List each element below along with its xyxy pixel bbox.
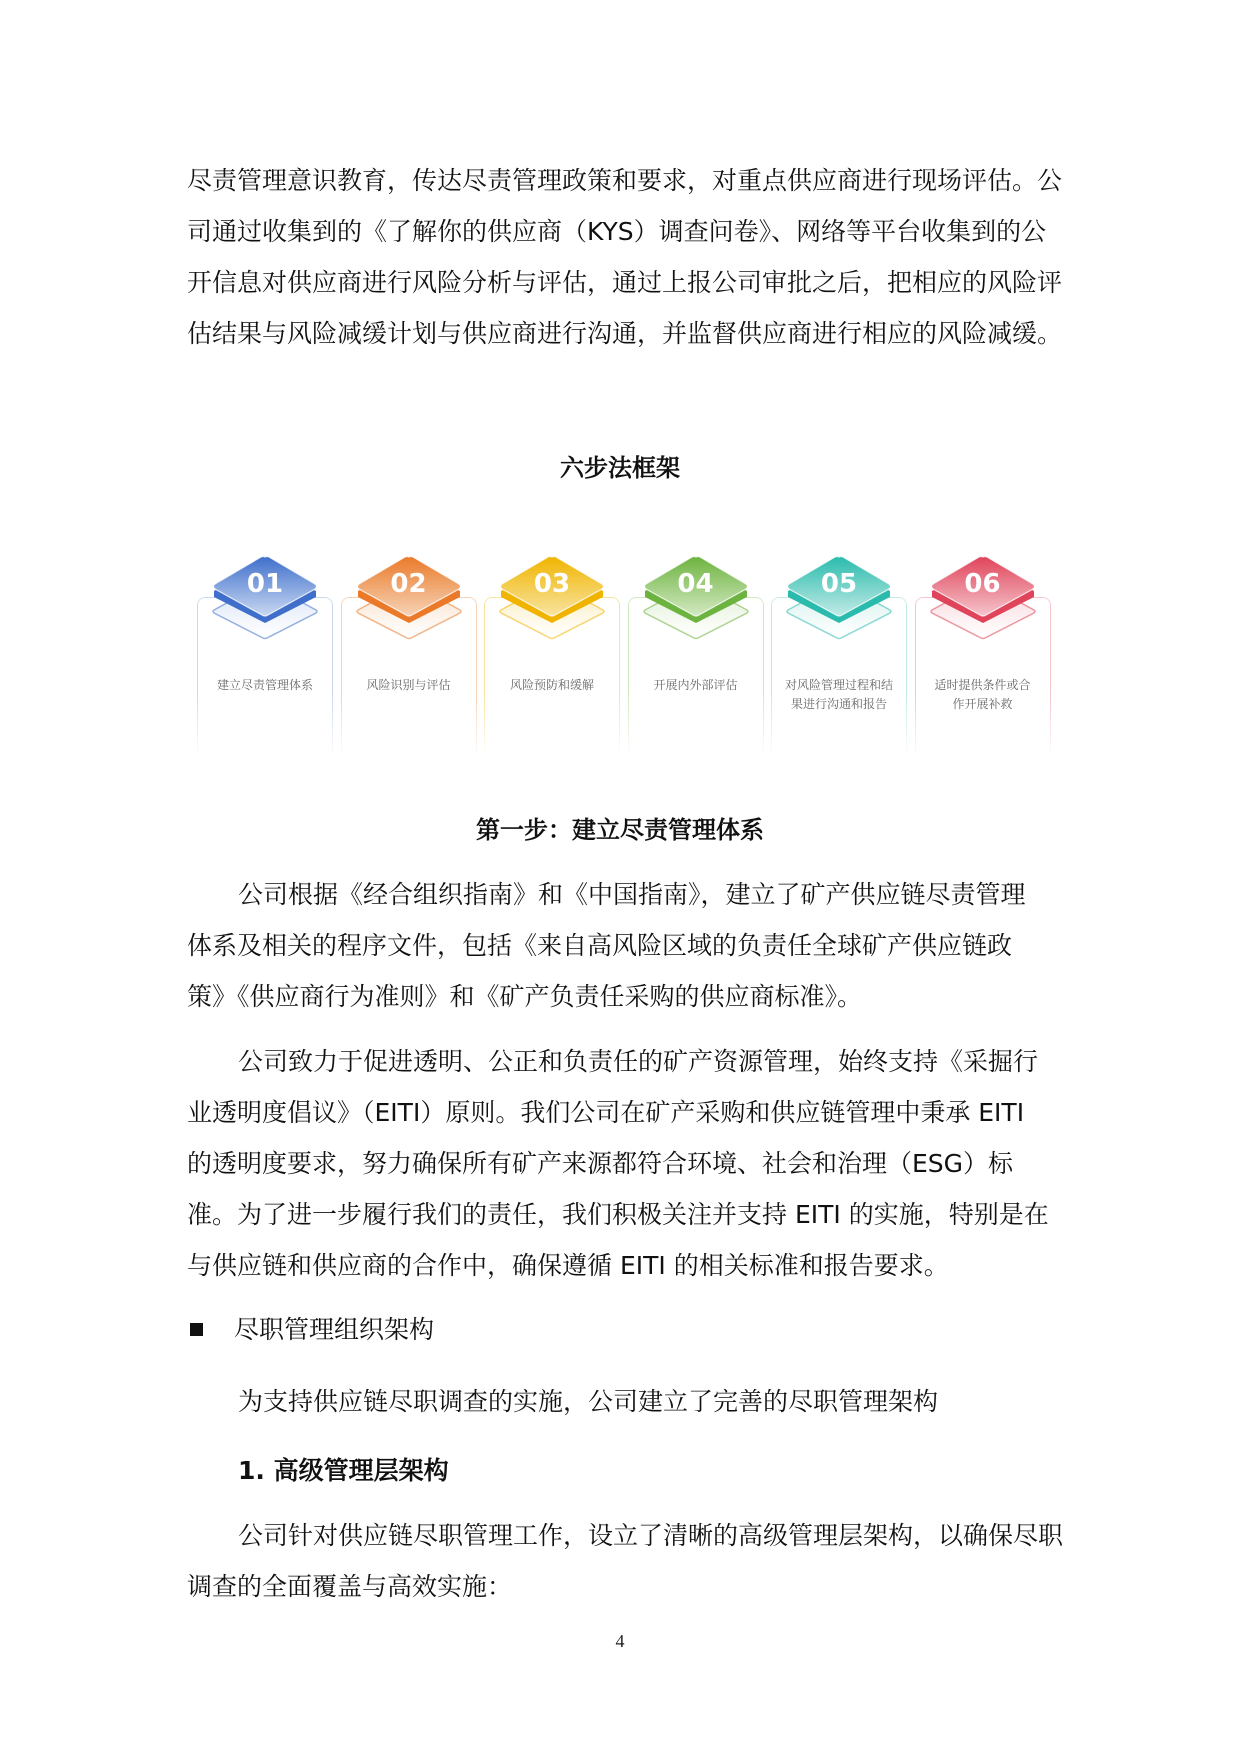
- step-card-03: [484, 550, 620, 760]
- section-heading: 第一步：建立尽责管理体系: [476, 816, 764, 844]
- step-number: 04: [677, 569, 714, 599]
- step-card-02: [341, 550, 477, 760]
- step-label: [634, 676, 758, 695]
- step-card-05: [771, 550, 907, 760]
- text-line: 公司致力于促进透明、公正和负责任的矿产资源管理，始终支持《采掘行: [238, 1047, 1039, 1076]
- text-line: 公司针对供应链尽职管理工作，设立了清晰的高级管理层架构，以确保尽职: [238, 1521, 1064, 1550]
- text-line: 开信息对供应商进行风险分析与评估，通过上报公司审批之后，把相应的风险评: [187, 268, 1063, 297]
- text-line: 与供应链和供应商的合作中，确保遵循 EITI 的相关标准和报告要求。: [187, 1251, 949, 1280]
- text-line: 司通过收集到的《了解你的供应商（KYS）调查问卷》、网络等平台收集到的公: [187, 217, 1047, 246]
- bullet-heading: 尽职管理组织架构: [234, 1315, 435, 1344]
- step-label-line: 建立尽责管理体系: [216, 678, 313, 692]
- six-step-infographic: [197, 550, 1057, 760]
- step-number: 03: [533, 569, 571, 599]
- step-label: [777, 676, 901, 714]
- step-label: [490, 676, 614, 695]
- text-line: 准。为了进一步履行我们的责任，我们积极关注并支持 EITI 的实施，特别是在: [187, 1200, 1049, 1229]
- bullet-intro: 为支持供应链尽职调查的实施，公司建立了完善的尽职管理架构: [238, 1387, 939, 1416]
- step-number: 02: [390, 569, 427, 599]
- step-label-line: 风险识别与评估: [366, 678, 451, 692]
- step-label-line: 作开展补救: [952, 697, 1013, 711]
- text-line: 调查的全面覆盖与高效实施：: [187, 1572, 513, 1601]
- text-line: 估结果与风险减缓计划与供应商进行沟通，并监督供应商进行相应的风险减缓。: [187, 319, 1063, 348]
- step-label: [203, 676, 327, 695]
- step-card-01: [197, 550, 333, 760]
- step-label-line: 适时提供条件或合: [934, 678, 1031, 692]
- step-label-line: 果进行沟通和报告: [790, 697, 887, 711]
- page-number: 4: [615, 1631, 625, 1651]
- step-number: 01: [246, 569, 284, 599]
- step-number: 06: [964, 569, 1001, 599]
- step-label: [347, 676, 471, 695]
- text-line: 尽责管理意识教育，传达尽责管理政策和要求，对重点供应商进行现场评估。公: [187, 166, 1063, 195]
- step-number: 05: [820, 569, 858, 599]
- text-line: 体系及相关的程序文件，包括《来自高风险区域的负责任全球矿产供应链政: [187, 931, 1013, 960]
- step-label-line: 风险预防和缓解: [509, 678, 594, 692]
- step-label: [921, 676, 1045, 714]
- text-line: 业透明度倡议》（EITI）原则。我们公司在矿产采购和供应链管理中秉承 EITI: [187, 1098, 1025, 1127]
- step-card-04: [628, 550, 764, 760]
- text-line: 公司根据《经合组织指南》和《中国指南》，建立了矿产供应链尽责管理: [238, 880, 1026, 909]
- text-line: 策》《供应商行为准则》和《矿产负责任采购的供应商标准》。: [187, 982, 863, 1011]
- text-line: 的透明度要求，努力确保所有矿产来源都符合环境、社会和治理（ESG）标: [187, 1149, 1014, 1178]
- step-label-line: 开展内外部评估: [653, 678, 738, 692]
- square-bullet-icon: [190, 1323, 203, 1336]
- step-label-line: 对风险管理过程和结: [784, 678, 893, 692]
- step-card-06: [915, 550, 1051, 760]
- framework-title: 六步法框架: [560, 454, 680, 482]
- subheading: 1. 高级管理层架构: [238, 1456, 449, 1485]
